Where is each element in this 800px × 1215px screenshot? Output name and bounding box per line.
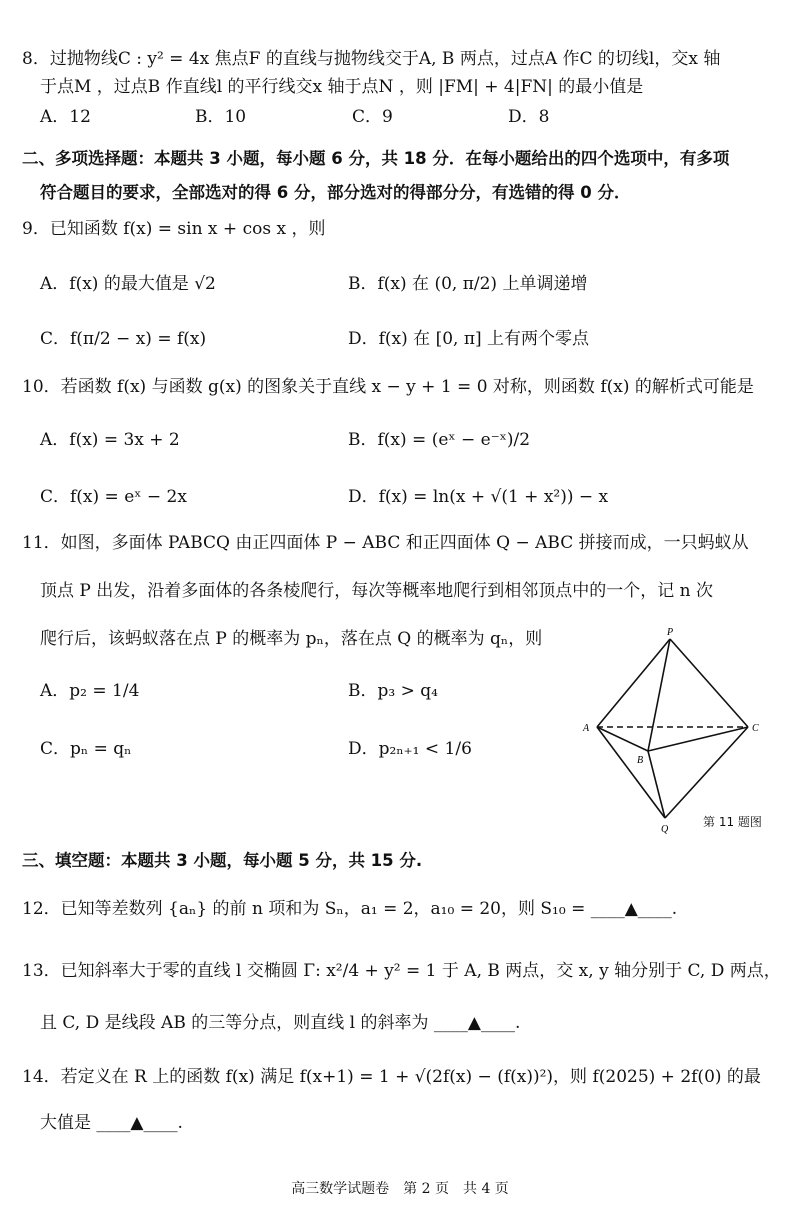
q11-figure-caption: 第 11 题图 (703, 815, 762, 829)
q12-text: 12．已知等差数列 {aₙ} 的前 n 项和为 Sₙ，a₁ = 2，a₁₀ = 20，则 S₁₀ = ____▲____. (22, 899, 678, 919)
section2-heading: 二、多项选择题：本题共 3 小题，每小题 6 分，共 18 分．在每小题给出的四个选项中，有多项 (22, 149, 730, 168)
page-footer: 高三数学试题卷 第 2 页 共 4 页 (291, 1181, 509, 1197)
section3-heading: 三、填空题：本题共 3 小题，每小题 5 分，共 15 分. (22, 851, 423, 870)
q10-option-d: D．f(x) = ln(x + √(1 + x²)) − x (348, 487, 609, 507)
q13-line1: 13．已知斜率大于零的直线 l 交椭圆 Γ: x²/4 + y² = 1 于 A, B 两点，交 x, y 轴分别于 C, D 两点， (22, 961, 781, 981)
q11-option-d: D．p₂ₙ₊₁ < 1/6 (348, 739, 472, 759)
q10-stem: 10．若函数 f(x) 与函数 g(x) 的图象关于直线 x − y + 1 = 0 对称，则函数 f(x) 的解析式可能是 (22, 377, 754, 397)
q9-option-b: B．f(x) 在 (0, π/2) 上单调递增 (348, 274, 588, 294)
q8-option-d: D．8 (508, 107, 550, 127)
q11-line2: 顶点 P 出发，沿着多面体的各条棱爬行，每次等概率地爬行到相邻顶点中的一个，记 n 次 (40, 581, 714, 601)
section2-heading-cont: 符合题目的要求，全部选对的得 6 分，部分选对的得部分分，有选错的得 0 分． (40, 183, 631, 202)
vertex-label-b: B (637, 755, 644, 766)
edge-pb (648, 639, 670, 751)
q8-option-a: A．12 (40, 107, 91, 127)
q11-option-b: B．p₃ > q₄ (348, 681, 438, 701)
edge-bc (648, 727, 748, 751)
q11-option-a: A．p₂ = 1/4 (40, 681, 140, 701)
q9-option-a: A．f(x) 的最大值是 √2 (40, 274, 216, 294)
q8-line2: 于点M ，过点B 作直线l 的平行线交x 轴于点N ，则 |FM| + 4|FN| 的最小值是 (40, 77, 644, 97)
q11-line1: 11．如图，多面体 PABCQ 由正四面体 P − ABC 和正四面体 Q − ABC 拼接而成，一只蚂蚁从 (22, 533, 749, 553)
q9-option-c: C．f(π/2 − x) = f(x) (40, 329, 207, 349)
q10-option-a: A．f(x) = 3x + 2 (40, 430, 180, 450)
q10-option-b: B．f(x) = (eˣ − e⁻ˣ)/2 (348, 430, 531, 450)
q8-line1: 8．过抛物线C : y² = 4x 焦点F 的直线与抛物线交于A, B 两点，过点A 作C 的切线l，交x 轴 (22, 49, 721, 69)
q13-line2: 且 C, D 是线段 AB 的三等分点，则直线 l 的斜率为 ____▲____. (40, 1013, 521, 1033)
q8-option-c: C．9 (352, 107, 393, 127)
vertex-label-p: P (667, 627, 674, 638)
q11-line3: 爬行后，该蚂蚁落在点 P 的概率为 pₙ，落在点 Q 的概率为 qₙ，则 (40, 629, 543, 649)
vertex-label-c: C (752, 723, 759, 734)
vertex-label-a: A (583, 723, 590, 734)
q9-option-d: D．f(x) 在 [0, π] 上有两个零点 (348, 329, 590, 349)
q10-option-c: C．f(x) = eˣ − 2x (40, 487, 187, 507)
edge-qc (665, 727, 748, 818)
q14-line2: 大值是 ____▲____. (40, 1113, 183, 1133)
edge-ab (597, 727, 648, 751)
q11-polyhedron-figure (585, 625, 775, 835)
q9-stem: 9．已知函数 f(x) = sin x + cos x ，则 (22, 219, 326, 239)
vertex-label-q: Q (661, 824, 669, 835)
q8-option-b: B．10 (195, 107, 247, 127)
edge-pa (597, 639, 670, 727)
q11-option-c: C．pₙ = qₙ (40, 739, 132, 759)
edge-qa (597, 727, 665, 818)
q14-line1: 14．若定义在 R 上的函数 f(x) 满足 f(x+1) = 1 + √(2f(x) − (f(x))²)，则 f(2025) + 2f(0) 的最 (22, 1067, 761, 1087)
edge-pc (670, 639, 748, 727)
